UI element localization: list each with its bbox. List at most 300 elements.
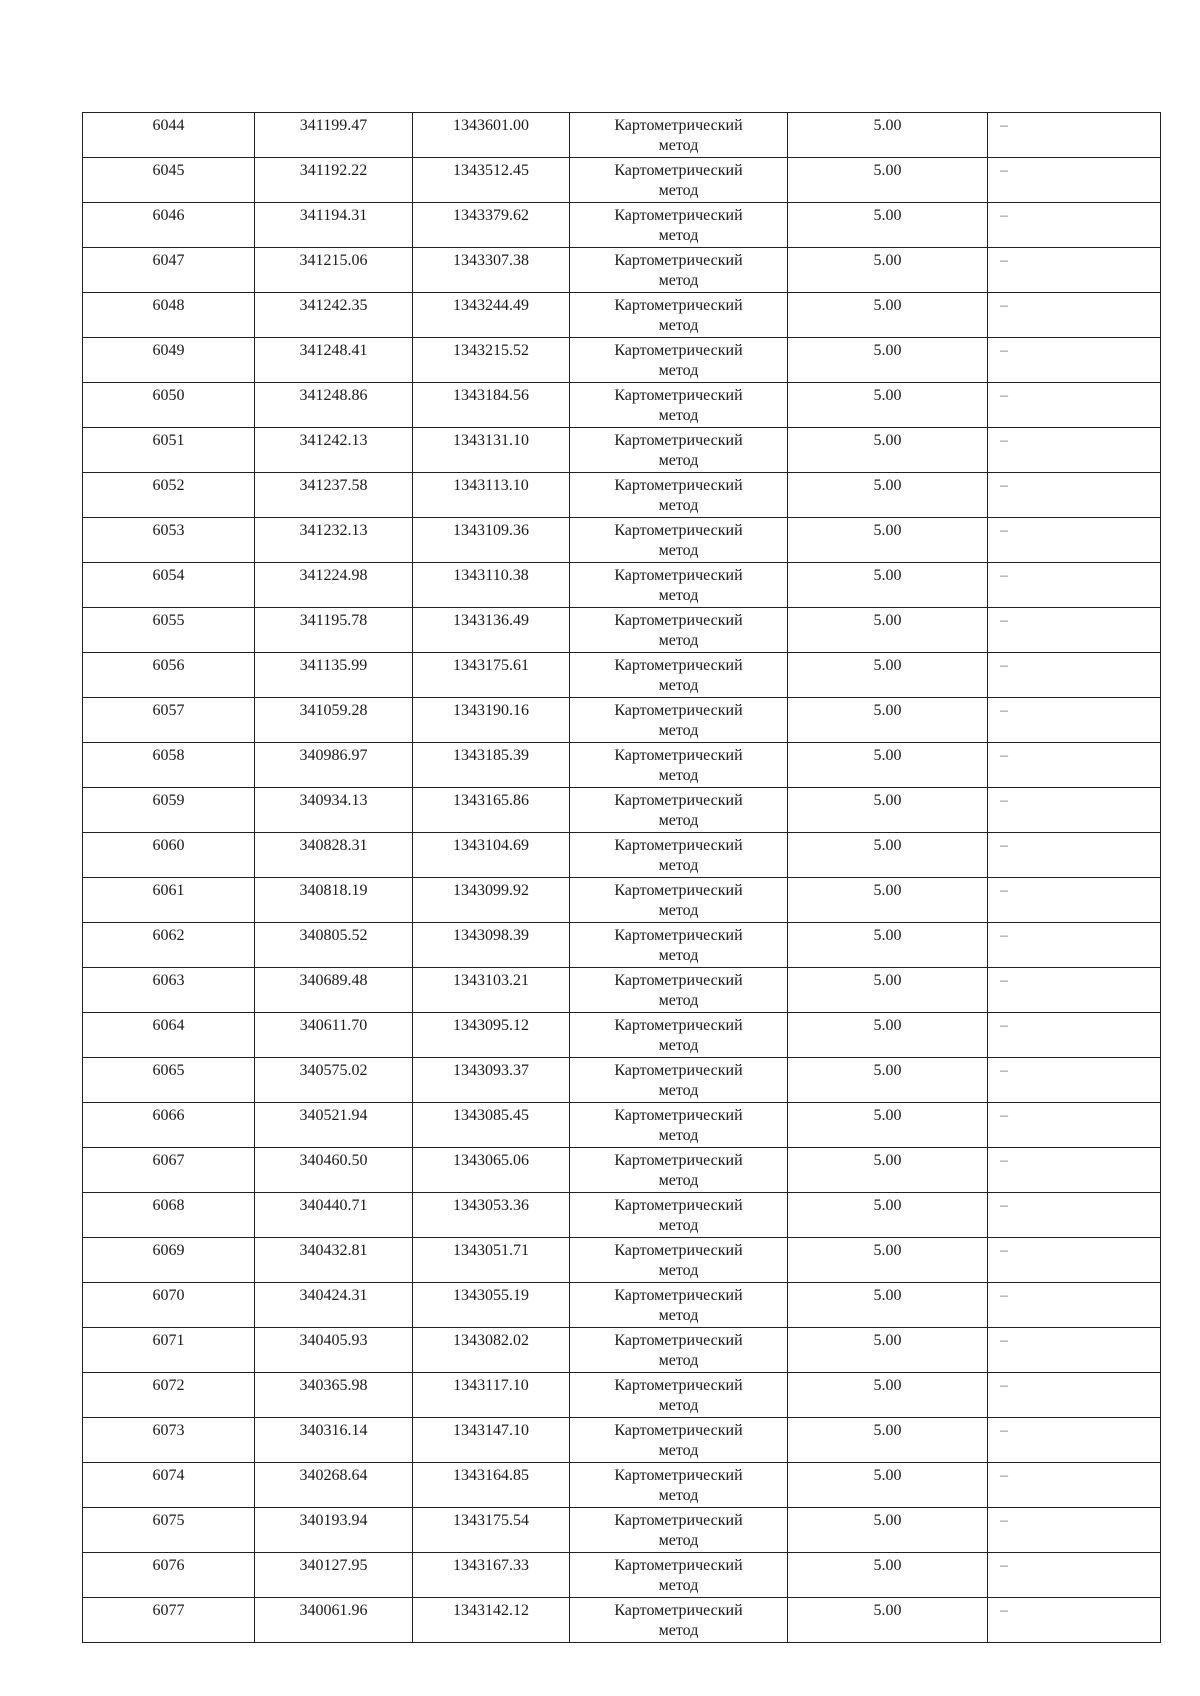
table-row bbox=[83, 743, 1161, 788]
method-line-2: метод bbox=[658, 1487, 699, 1504]
point-number-cell: 6045 bbox=[83, 158, 255, 203]
table-row bbox=[83, 968, 1161, 1013]
method-cell bbox=[570, 1328, 788, 1373]
x-coordinate-cell: 341194.31 bbox=[255, 203, 413, 248]
y-coordinate-cell: 1343136.49 bbox=[413, 608, 570, 653]
method-cell bbox=[570, 428, 788, 473]
method-cell bbox=[570, 203, 788, 248]
accuracy-cell: 5.00 bbox=[788, 968, 988, 1013]
x-coordinate-cell: 341192.22 bbox=[255, 158, 413, 203]
table-row bbox=[83, 473, 1161, 518]
method-line-2: метод bbox=[658, 947, 699, 964]
accuracy-cell: 5.00 bbox=[788, 698, 988, 743]
method-line-2: метод bbox=[658, 722, 699, 739]
description-cell: – bbox=[988, 1283, 1161, 1328]
x-coordinate-cell: 340689.48 bbox=[255, 968, 413, 1013]
method-cell bbox=[570, 158, 788, 203]
table-row bbox=[83, 1103, 1161, 1148]
x-coordinate-cell: 341242.35 bbox=[255, 293, 413, 338]
description-cell: – bbox=[988, 293, 1161, 338]
method-line-2: метод bbox=[658, 362, 699, 379]
table-row bbox=[83, 563, 1161, 608]
x-coordinate-cell: 341224.98 bbox=[255, 563, 413, 608]
accuracy-cell: 5.00 bbox=[788, 1553, 988, 1598]
accuracy-cell: 5.00 bbox=[788, 1148, 988, 1193]
table-row bbox=[83, 1418, 1161, 1463]
x-coordinate-cell: 340440.71 bbox=[255, 1193, 413, 1238]
method-line-1: Картометрический bbox=[614, 927, 743, 944]
point-number-cell: 6055 bbox=[83, 608, 255, 653]
point-number-cell: 6060 bbox=[83, 833, 255, 878]
accuracy-cell: 5.00 bbox=[788, 878, 988, 923]
table-row bbox=[83, 1148, 1161, 1193]
accuracy-cell: 5.00 bbox=[788, 1103, 988, 1148]
description-cell: – bbox=[988, 1328, 1161, 1373]
y-coordinate-cell: 1343601.00 bbox=[413, 113, 570, 158]
point-number-cell: 6072 bbox=[83, 1373, 255, 1418]
y-coordinate-cell: 1343165.86 bbox=[413, 788, 570, 833]
method-line-2: метод bbox=[658, 227, 699, 244]
point-number-cell: 6047 bbox=[83, 248, 255, 293]
description-cell: – bbox=[988, 968, 1161, 1013]
method-line-1: Картометрический bbox=[614, 1332, 743, 1349]
x-coordinate-cell: 340405.93 bbox=[255, 1328, 413, 1373]
y-coordinate-cell: 1343244.49 bbox=[413, 293, 570, 338]
method-cell bbox=[570, 1598, 788, 1643]
method-cell bbox=[570, 968, 788, 1013]
method-line-2: метод bbox=[658, 857, 699, 874]
description-cell: – bbox=[988, 563, 1161, 608]
method-line-1: Картометрический bbox=[614, 117, 743, 134]
point-number-cell: 6063 bbox=[83, 968, 255, 1013]
accuracy-cell: 5.00 bbox=[788, 1328, 988, 1373]
table-row bbox=[83, 1013, 1161, 1058]
method-line-1: Картометрический bbox=[614, 747, 743, 764]
point-number-cell: 6069 bbox=[83, 1238, 255, 1283]
x-coordinate-cell: 340521.94 bbox=[255, 1103, 413, 1148]
table-row bbox=[83, 248, 1161, 293]
point-number-cell: 6048 bbox=[83, 293, 255, 338]
y-coordinate-cell: 1343167.33 bbox=[413, 1553, 570, 1598]
description-cell: – bbox=[988, 878, 1161, 923]
table-row bbox=[83, 1553, 1161, 1598]
y-coordinate-cell: 1343142.12 bbox=[413, 1598, 570, 1643]
accuracy-cell: 5.00 bbox=[788, 1283, 988, 1328]
x-coordinate-cell: 340127.95 bbox=[255, 1553, 413, 1598]
y-coordinate-cell: 1343175.54 bbox=[413, 1508, 570, 1553]
accuracy-cell: 5.00 bbox=[788, 1193, 988, 1238]
x-coordinate-cell: 341248.41 bbox=[255, 338, 413, 383]
method-line-1: Картометрический bbox=[614, 432, 743, 449]
coordinates-table-body bbox=[83, 113, 1161, 1643]
accuracy-cell: 5.00 bbox=[788, 518, 988, 563]
method-line-1: Картометрический bbox=[614, 1242, 743, 1259]
description-cell: – bbox=[988, 1373, 1161, 1418]
method-line-2: метод bbox=[658, 677, 699, 694]
table-row bbox=[83, 608, 1161, 653]
point-number-cell: 6044 bbox=[83, 113, 255, 158]
y-coordinate-cell: 1343103.21 bbox=[413, 968, 570, 1013]
method-line-1: Картометрический bbox=[614, 1467, 743, 1484]
x-coordinate-cell: 340268.64 bbox=[255, 1463, 413, 1508]
point-number-cell: 6067 bbox=[83, 1148, 255, 1193]
method-cell bbox=[570, 473, 788, 518]
method-line-1: Картометрический bbox=[614, 1377, 743, 1394]
method-line-1: Картометрический bbox=[614, 882, 743, 899]
y-coordinate-cell: 1343175.61 bbox=[413, 653, 570, 698]
table-row bbox=[83, 158, 1161, 203]
accuracy-cell: 5.00 bbox=[788, 1373, 988, 1418]
point-number-cell: 6050 bbox=[83, 383, 255, 428]
method-line-1: Картометрический bbox=[614, 387, 743, 404]
point-number-cell: 6066 bbox=[83, 1103, 255, 1148]
table-row bbox=[83, 1058, 1161, 1103]
point-number-cell: 6074 bbox=[83, 1463, 255, 1508]
table-row bbox=[83, 833, 1161, 878]
description-cell: – bbox=[988, 473, 1161, 518]
method-line-1: Картометрический bbox=[614, 567, 743, 584]
description-cell: – bbox=[988, 1463, 1161, 1508]
description-cell: – bbox=[988, 608, 1161, 653]
method-line-2: метод bbox=[658, 542, 699, 559]
y-coordinate-cell: 1343098.39 bbox=[413, 923, 570, 968]
accuracy-cell: 5.00 bbox=[788, 203, 988, 248]
method-line-2: метод bbox=[658, 1262, 699, 1279]
accuracy-cell: 5.00 bbox=[788, 293, 988, 338]
method-cell bbox=[570, 923, 788, 968]
method-line-2: метод bbox=[658, 452, 699, 469]
accuracy-cell: 5.00 bbox=[788, 158, 988, 203]
accuracy-cell: 5.00 bbox=[788, 113, 988, 158]
method-cell bbox=[570, 1283, 788, 1328]
table-row bbox=[83, 1238, 1161, 1283]
y-coordinate-cell: 1343053.36 bbox=[413, 1193, 570, 1238]
method-cell bbox=[570, 293, 788, 338]
method-line-2: метод bbox=[658, 992, 699, 1009]
point-number-cell: 6061 bbox=[83, 878, 255, 923]
method-line-1: Картометрический bbox=[614, 162, 743, 179]
method-cell bbox=[570, 248, 788, 293]
x-coordinate-cell: 341237.58 bbox=[255, 473, 413, 518]
point-number-cell: 6051 bbox=[83, 428, 255, 473]
y-coordinate-cell: 1343110.38 bbox=[413, 563, 570, 608]
method-line-1: Картометрический bbox=[614, 1152, 743, 1169]
table-row bbox=[83, 383, 1161, 428]
point-number-cell: 6057 bbox=[83, 698, 255, 743]
point-number-cell: 6076 bbox=[83, 1553, 255, 1598]
method-line-2: метод bbox=[658, 272, 699, 289]
point-number-cell: 6049 bbox=[83, 338, 255, 383]
accuracy-cell: 5.00 bbox=[788, 1238, 988, 1283]
accuracy-cell: 5.00 bbox=[788, 1418, 988, 1463]
point-number-cell: 6054 bbox=[83, 563, 255, 608]
method-line-1: Картометрический bbox=[614, 1422, 743, 1439]
method-line-1: Картометрический bbox=[614, 252, 743, 269]
y-coordinate-cell: 1343104.69 bbox=[413, 833, 570, 878]
method-line-1: Картометрический bbox=[614, 1512, 743, 1529]
method-line-2: метод bbox=[658, 1622, 699, 1639]
y-coordinate-cell: 1343512.45 bbox=[413, 158, 570, 203]
x-coordinate-cell: 340061.96 bbox=[255, 1598, 413, 1643]
coordinates-table bbox=[82, 112, 1161, 1643]
method-line-2: метод bbox=[658, 632, 699, 649]
method-cell bbox=[570, 698, 788, 743]
method-cell bbox=[570, 743, 788, 788]
method-cell bbox=[570, 878, 788, 923]
description-cell: – bbox=[988, 1103, 1161, 1148]
y-coordinate-cell: 1343113.10 bbox=[413, 473, 570, 518]
method-line-2: метод bbox=[658, 1352, 699, 1369]
table-row bbox=[83, 788, 1161, 833]
x-coordinate-cell: 341232.13 bbox=[255, 518, 413, 563]
x-coordinate-cell: 340460.50 bbox=[255, 1148, 413, 1193]
table-row bbox=[83, 1598, 1161, 1643]
method-line-2: метод bbox=[658, 317, 699, 334]
y-coordinate-cell: 1343147.10 bbox=[413, 1418, 570, 1463]
description-cell: – bbox=[988, 788, 1161, 833]
point-number-cell: 6070 bbox=[83, 1283, 255, 1328]
x-coordinate-cell: 340575.02 bbox=[255, 1058, 413, 1103]
y-coordinate-cell: 1343065.06 bbox=[413, 1148, 570, 1193]
method-line-1: Картометрический bbox=[614, 522, 743, 539]
point-number-cell: 6053 bbox=[83, 518, 255, 563]
method-line-2: метод bbox=[658, 767, 699, 784]
method-cell bbox=[570, 1508, 788, 1553]
method-line-2: метод bbox=[658, 902, 699, 919]
method-line-1: Картометрический bbox=[614, 702, 743, 719]
description-cell: – bbox=[988, 113, 1161, 158]
accuracy-cell: 5.00 bbox=[788, 338, 988, 383]
description-cell: – bbox=[988, 248, 1161, 293]
description-cell: – bbox=[988, 653, 1161, 698]
method-line-2: метод bbox=[658, 1037, 699, 1054]
accuracy-cell: 5.00 bbox=[788, 788, 988, 833]
point-number-cell: 6065 bbox=[83, 1058, 255, 1103]
method-line-2: метод bbox=[658, 137, 699, 154]
x-coordinate-cell: 340432.81 bbox=[255, 1238, 413, 1283]
table-row bbox=[83, 1463, 1161, 1508]
method-line-2: метод bbox=[658, 587, 699, 604]
method-line-2: метод bbox=[658, 1397, 699, 1414]
y-coordinate-cell: 1343093.37 bbox=[413, 1058, 570, 1103]
y-coordinate-cell: 1343215.52 bbox=[413, 338, 570, 383]
method-line-1: Картометрический bbox=[614, 1287, 743, 1304]
method-line-1: Картометрический bbox=[614, 657, 743, 674]
accuracy-cell: 5.00 bbox=[788, 1598, 988, 1643]
point-number-cell: 6073 bbox=[83, 1418, 255, 1463]
method-cell bbox=[570, 1013, 788, 1058]
description-cell: – bbox=[988, 1553, 1161, 1598]
description-cell: – bbox=[988, 338, 1161, 383]
point-number-cell: 6075 bbox=[83, 1508, 255, 1553]
method-line-1: Картометрический bbox=[614, 792, 743, 809]
description-cell: – bbox=[988, 1238, 1161, 1283]
accuracy-cell: 5.00 bbox=[788, 248, 988, 293]
x-coordinate-cell: 340193.94 bbox=[255, 1508, 413, 1553]
method-line-2: метод bbox=[658, 1082, 699, 1099]
method-line-2: метод bbox=[658, 182, 699, 199]
method-line-1: Картометрический bbox=[614, 297, 743, 314]
y-coordinate-cell: 1343055.19 bbox=[413, 1283, 570, 1328]
x-coordinate-cell: 340611.70 bbox=[255, 1013, 413, 1058]
accuracy-cell: 5.00 bbox=[788, 608, 988, 653]
description-cell: – bbox=[988, 518, 1161, 563]
accuracy-cell: 5.00 bbox=[788, 473, 988, 518]
method-line-2: метод bbox=[658, 1442, 699, 1459]
method-cell bbox=[570, 383, 788, 428]
y-coordinate-cell: 1343099.92 bbox=[413, 878, 570, 923]
table-row bbox=[83, 878, 1161, 923]
method-cell bbox=[570, 833, 788, 878]
accuracy-cell: 5.00 bbox=[788, 653, 988, 698]
point-number-cell: 6059 bbox=[83, 788, 255, 833]
accuracy-cell: 5.00 bbox=[788, 563, 988, 608]
method-cell bbox=[570, 1148, 788, 1193]
description-cell: – bbox=[988, 203, 1161, 248]
method-line-1: Картометрический bbox=[614, 1197, 743, 1214]
description-cell: – bbox=[988, 1058, 1161, 1103]
point-number-cell: 6071 bbox=[83, 1328, 255, 1373]
table-row bbox=[83, 113, 1161, 158]
y-coordinate-cell: 1343095.12 bbox=[413, 1013, 570, 1058]
method-line-2: метод bbox=[658, 812, 699, 829]
description-cell: – bbox=[988, 698, 1161, 743]
table-row bbox=[83, 1193, 1161, 1238]
method-cell bbox=[570, 788, 788, 833]
accuracy-cell: 5.00 bbox=[788, 383, 988, 428]
method-cell bbox=[570, 338, 788, 383]
accuracy-cell: 5.00 bbox=[788, 1058, 988, 1103]
x-coordinate-cell: 341059.28 bbox=[255, 698, 413, 743]
table-row bbox=[83, 203, 1161, 248]
accuracy-cell: 5.00 bbox=[788, 923, 988, 968]
table-row bbox=[83, 1283, 1161, 1328]
table-row bbox=[83, 923, 1161, 968]
method-cell bbox=[570, 563, 788, 608]
method-line-1: Картометрический bbox=[614, 837, 743, 854]
description-cell: – bbox=[988, 1148, 1161, 1193]
y-coordinate-cell: 1343051.71 bbox=[413, 1238, 570, 1283]
method-line-2: метод bbox=[658, 1127, 699, 1144]
description-cell: – bbox=[988, 923, 1161, 968]
x-coordinate-cell: 341135.99 bbox=[255, 653, 413, 698]
y-coordinate-cell: 1343085.45 bbox=[413, 1103, 570, 1148]
y-coordinate-cell: 1343082.02 bbox=[413, 1328, 570, 1373]
method-cell bbox=[570, 1193, 788, 1238]
x-coordinate-cell: 341195.78 bbox=[255, 608, 413, 653]
x-coordinate-cell: 340934.13 bbox=[255, 788, 413, 833]
method-line-1: Картометрический bbox=[614, 1062, 743, 1079]
description-cell: – bbox=[988, 743, 1161, 788]
table-row bbox=[83, 428, 1161, 473]
y-coordinate-cell: 1343184.56 bbox=[413, 383, 570, 428]
x-coordinate-cell: 340986.97 bbox=[255, 743, 413, 788]
x-coordinate-cell: 340365.98 bbox=[255, 1373, 413, 1418]
method-line-1: Картометрический bbox=[614, 1602, 743, 1619]
y-coordinate-cell: 1343379.62 bbox=[413, 203, 570, 248]
accuracy-cell: 5.00 bbox=[788, 1508, 988, 1553]
table-row bbox=[83, 338, 1161, 383]
description-cell: – bbox=[988, 428, 1161, 473]
accuracy-cell: 5.00 bbox=[788, 743, 988, 788]
description-cell: – bbox=[988, 1418, 1161, 1463]
method-line-2: метод bbox=[658, 1307, 699, 1324]
accuracy-cell: 5.00 bbox=[788, 1013, 988, 1058]
method-cell bbox=[570, 653, 788, 698]
description-cell: – bbox=[988, 158, 1161, 203]
table-row bbox=[83, 1373, 1161, 1418]
point-number-cell: 6056 bbox=[83, 653, 255, 698]
method-cell bbox=[570, 1553, 788, 1598]
point-number-cell: 6062 bbox=[83, 923, 255, 968]
table-row bbox=[83, 293, 1161, 338]
x-coordinate-cell: 340316.14 bbox=[255, 1418, 413, 1463]
method-line-2: метод bbox=[658, 497, 699, 514]
method-line-1: Картометрический bbox=[614, 207, 743, 224]
point-number-cell: 6052 bbox=[83, 473, 255, 518]
x-coordinate-cell: 340805.52 bbox=[255, 923, 413, 968]
method-line-1: Картометрический bbox=[614, 1557, 743, 1574]
table-row bbox=[83, 698, 1161, 743]
method-cell bbox=[570, 1103, 788, 1148]
table-row bbox=[83, 518, 1161, 563]
table-row bbox=[83, 653, 1161, 698]
method-line-1: Картометрический bbox=[614, 1107, 743, 1124]
y-coordinate-cell: 1343307.38 bbox=[413, 248, 570, 293]
y-coordinate-cell: 1343185.39 bbox=[413, 743, 570, 788]
point-number-cell: 6064 bbox=[83, 1013, 255, 1058]
method-cell bbox=[570, 1373, 788, 1418]
x-coordinate-cell: 340828.31 bbox=[255, 833, 413, 878]
point-number-cell: 6068 bbox=[83, 1193, 255, 1238]
method-cell bbox=[570, 113, 788, 158]
description-cell: – bbox=[988, 833, 1161, 878]
x-coordinate-cell: 341248.86 bbox=[255, 383, 413, 428]
description-cell: – bbox=[988, 1193, 1161, 1238]
x-coordinate-cell: 341242.13 bbox=[255, 428, 413, 473]
x-coordinate-cell: 341215.06 bbox=[255, 248, 413, 293]
method-line-1: Картометрический bbox=[614, 972, 743, 989]
method-line-1: Картометрический bbox=[614, 342, 743, 359]
method-line-2: метод bbox=[658, 1577, 699, 1594]
method-line-2: метод bbox=[658, 1172, 699, 1189]
method-cell bbox=[570, 1238, 788, 1283]
method-line-1: Картометрический bbox=[614, 1017, 743, 1034]
method-cell bbox=[570, 1463, 788, 1508]
method-cell bbox=[570, 608, 788, 653]
table-row bbox=[83, 1508, 1161, 1553]
description-cell: – bbox=[988, 1013, 1161, 1058]
method-cell bbox=[570, 1058, 788, 1103]
method-line-2: метод bbox=[658, 1217, 699, 1234]
method-line-2: метод bbox=[658, 407, 699, 424]
y-coordinate-cell: 1343190.16 bbox=[413, 698, 570, 743]
y-coordinate-cell: 1343131.10 bbox=[413, 428, 570, 473]
description-cell: – bbox=[988, 1598, 1161, 1643]
point-number-cell: 6058 bbox=[83, 743, 255, 788]
description-cell: – bbox=[988, 1508, 1161, 1553]
y-coordinate-cell: 1343109.36 bbox=[413, 518, 570, 563]
y-coordinate-cell: 1343117.10 bbox=[413, 1373, 570, 1418]
y-coordinate-cell: 1343164.85 bbox=[413, 1463, 570, 1508]
accuracy-cell: 5.00 bbox=[788, 1463, 988, 1508]
accuracy-cell: 5.00 bbox=[788, 428, 988, 473]
x-coordinate-cell: 341199.47 bbox=[255, 113, 413, 158]
method-line-2: метод bbox=[658, 1532, 699, 1549]
table-row bbox=[83, 1328, 1161, 1373]
point-number-cell: 6077 bbox=[83, 1598, 255, 1643]
method-line-1: Картометрический bbox=[614, 477, 743, 494]
